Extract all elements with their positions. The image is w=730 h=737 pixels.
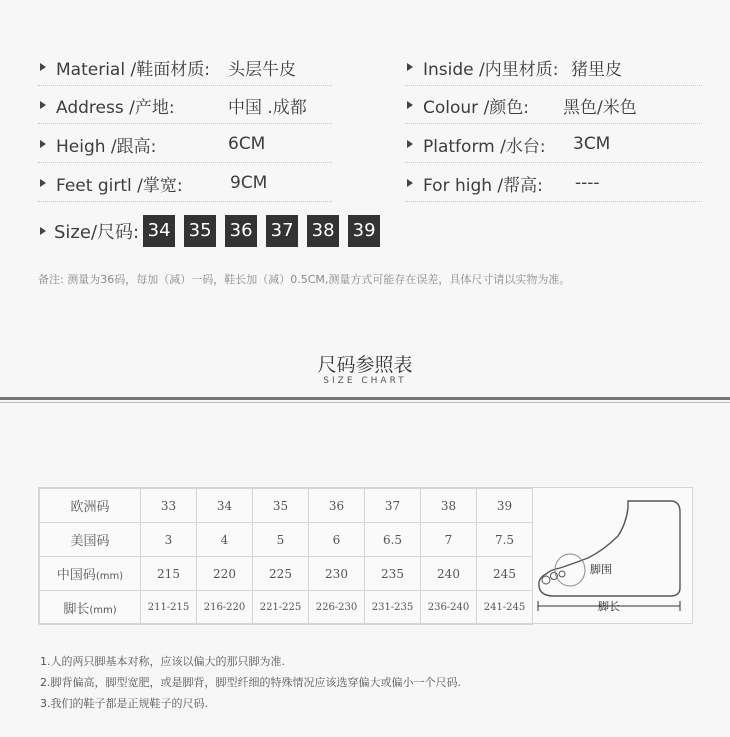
bullet-triangle-icon bbox=[40, 179, 46, 187]
table-cell: 226-230 bbox=[309, 591, 365, 625]
row-header-cn bbox=[40, 557, 141, 591]
row-header-cn-label: 中国码 bbox=[56, 568, 96, 583]
row-header-cn-unit: (mm) bbox=[95, 571, 124, 582]
attr-feet-value: 9CM bbox=[230, 173, 268, 193]
table-row bbox=[40, 557, 533, 591]
table-cell: 245 bbox=[477, 557, 533, 591]
table-cell: 35 bbox=[253, 489, 309, 523]
size-option-36[interactable]: 36 bbox=[225, 215, 257, 247]
measurement-note: 备注: 测量为36码，每加（减）一码，鞋长加（减）0.5CM,测量方式可能存在误差，具体尺寸请以实物为准。 bbox=[38, 273, 571, 286]
table-cell: 33 bbox=[141, 489, 197, 523]
toe-circle bbox=[559, 571, 565, 577]
table-cell: 216-220 bbox=[197, 591, 253, 625]
attr-platform-label: Platform /水台: bbox=[423, 136, 546, 157]
table-cell: 7.5 bbox=[477, 523, 533, 557]
size-selector bbox=[38, 215, 389, 247]
table-cell: 236-240 bbox=[421, 591, 477, 625]
footnote-item: 2.脚背偏高，脚型宽肥，或是脚背，脚型纤细的特殊情况应该选穿偏大或偏小一个尺码. bbox=[40, 676, 461, 689]
attr-feet bbox=[38, 165, 332, 202]
footnote-item: 1.人的两只脚基本对称，应该以偏大的那只脚为准. bbox=[40, 655, 285, 668]
bullet-triangle-icon bbox=[40, 227, 46, 235]
size-option-39[interactable]: 39 bbox=[348, 215, 380, 247]
table-cell: 36 bbox=[309, 489, 365, 523]
table-row bbox=[40, 489, 533, 523]
footnote-item: 3.我们的鞋子都是正规鞋子的尺码. bbox=[40, 697, 208, 710]
table-row bbox=[40, 591, 533, 625]
row-header-us: 美国码 bbox=[40, 523, 141, 557]
size-option-34[interactable]: 34 bbox=[143, 215, 175, 247]
footnotes bbox=[40, 651, 461, 714]
size-chart-title: 尺码参照表 bbox=[317, 354, 413, 376]
length-label: 脚长 bbox=[598, 600, 620, 613]
size-option-35[interactable]: 35 bbox=[184, 215, 216, 247]
row-header-foot-length bbox=[40, 591, 141, 625]
table-cell: 34 bbox=[197, 489, 253, 523]
table-cell: 215 bbox=[141, 557, 197, 591]
attr-colour bbox=[405, 87, 702, 124]
attr-address-label: Address /产地: bbox=[56, 97, 175, 118]
table-cell: 6.5 bbox=[365, 523, 421, 557]
divider-thick bbox=[0, 397, 730, 400]
table-cell: 37 bbox=[365, 489, 421, 523]
attr-heigh-label: Heigh /跟高: bbox=[56, 136, 157, 157]
row-header-foot-unit: (mm) bbox=[89, 605, 117, 616]
attr-forhigh-value: ---- bbox=[575, 173, 600, 193]
bullet-triangle-icon bbox=[407, 101, 413, 109]
attr-address-value: 中国 .成都 bbox=[228, 97, 307, 118]
attr-platform bbox=[405, 126, 702, 163]
table-cell: 5 bbox=[253, 523, 309, 557]
attr-material-value: 头层牛皮 bbox=[228, 59, 296, 80]
table-cell: 39 bbox=[477, 489, 533, 523]
row-header-foot-label: 脚长 bbox=[63, 602, 90, 617]
attr-inside-value: 猪里皮 bbox=[571, 59, 622, 80]
attr-colour-value: 黑色/米色 bbox=[563, 97, 637, 118]
table-row bbox=[40, 523, 533, 557]
row-header-eu: 欧洲码 bbox=[40, 489, 141, 523]
girth-label: 脚围 bbox=[590, 563, 612, 576]
attr-platform-value: 3CM bbox=[573, 134, 611, 154]
table-cell: 7 bbox=[421, 523, 477, 557]
size-table-grid bbox=[39, 488, 533, 625]
table-cell: 3 bbox=[141, 523, 197, 557]
attr-forhigh-label: For high /帮高: bbox=[423, 175, 543, 196]
table-cell: 230 bbox=[309, 557, 365, 591]
divider-thin bbox=[0, 402, 730, 403]
toe-circle bbox=[542, 576, 550, 584]
size-table bbox=[38, 487, 693, 624]
table-cell: 225 bbox=[253, 557, 309, 591]
table-cell: 6 bbox=[309, 523, 365, 557]
attr-forhigh bbox=[405, 165, 702, 202]
bullet-triangle-icon bbox=[407, 63, 413, 71]
table-cell: 241-245 bbox=[477, 591, 533, 625]
bullet-triangle-icon bbox=[40, 140, 46, 148]
foot-diagram bbox=[532, 488, 692, 623]
table-cell: 38 bbox=[421, 489, 477, 523]
girth-ellipse bbox=[555, 554, 585, 586]
attr-address bbox=[38, 87, 332, 124]
attr-inside-label: Inside /内里材质: bbox=[423, 59, 559, 80]
bullet-triangle-icon bbox=[407, 179, 413, 187]
attr-colour-label: Colour /颜色: bbox=[423, 97, 530, 118]
size-option-37[interactable]: 37 bbox=[266, 215, 298, 247]
size-option-38[interactable]: 38 bbox=[307, 215, 339, 247]
attr-heigh-value: 6CM bbox=[228, 134, 266, 154]
bullet-triangle-icon bbox=[40, 63, 46, 71]
bullet-triangle-icon bbox=[40, 101, 46, 109]
table-cell: 220 bbox=[197, 557, 253, 591]
attr-inside bbox=[405, 49, 702, 86]
table-cell: 231-235 bbox=[365, 591, 421, 625]
size-chart-subtitle: SIZE CHART bbox=[323, 376, 407, 386]
table-cell: 211-215 bbox=[141, 591, 197, 625]
attr-heigh bbox=[38, 126, 332, 163]
attr-material bbox=[38, 49, 332, 86]
table-cell: 235 bbox=[365, 557, 421, 591]
table-cell: 240 bbox=[421, 557, 477, 591]
attr-feet-label: Feet girtl /掌宽: bbox=[56, 175, 183, 196]
attr-material-label: Material /鞋面材质: bbox=[56, 59, 210, 80]
table-cell: 4 bbox=[197, 523, 253, 557]
bullet-triangle-icon bbox=[407, 140, 413, 148]
table-cell: 221-225 bbox=[253, 591, 309, 625]
size-label: Size/尺码: bbox=[54, 222, 140, 243]
